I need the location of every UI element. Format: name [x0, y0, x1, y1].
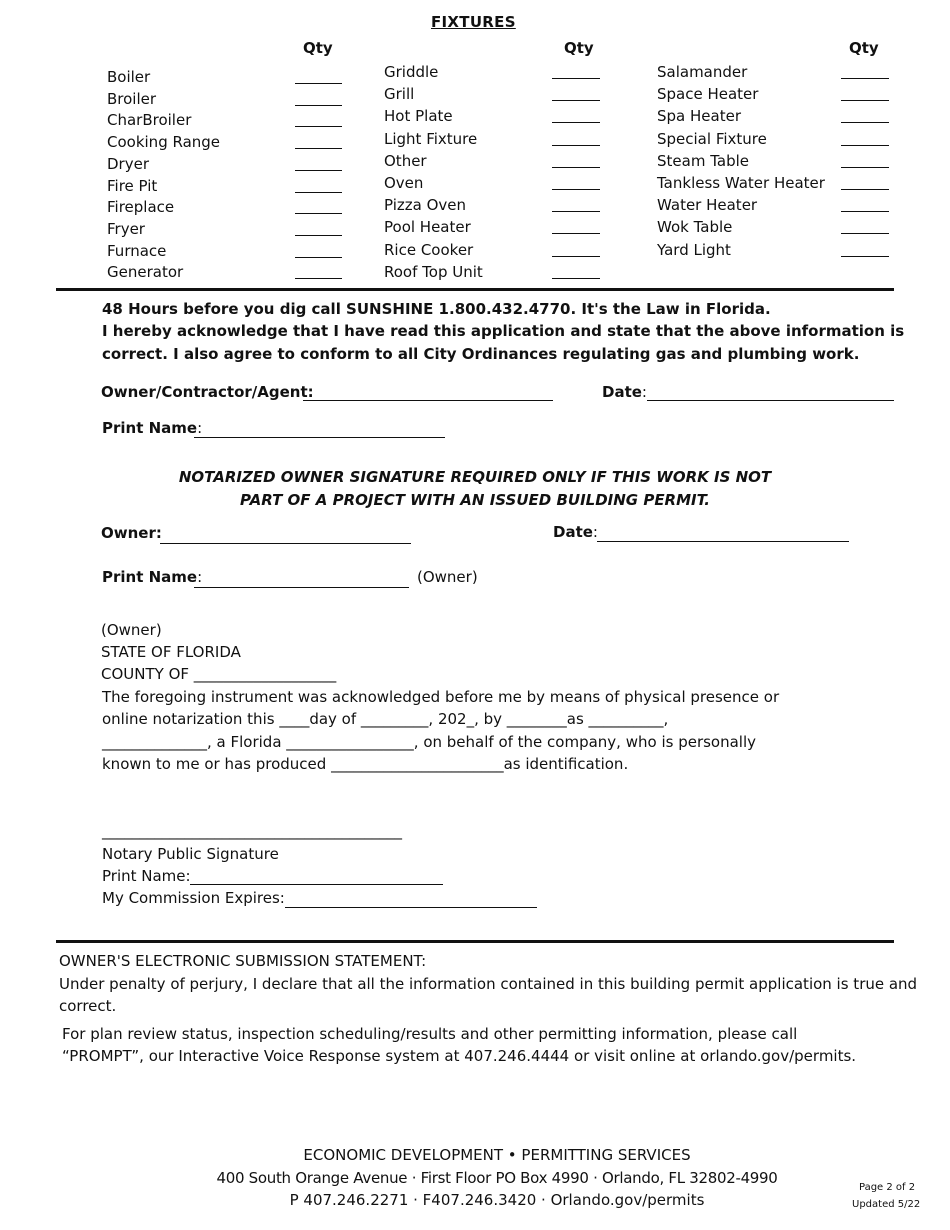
notary-text-4: known to me or has produced _______________________as identification.: [102, 755, 629, 773]
owner-contractor-signature-field[interactable]: [303, 400, 553, 401]
fixture-label: Spa Heater: [657, 107, 741, 126]
fixture-qty-field[interactable]: [552, 167, 600, 168]
fixture-label: Fire Pit: [107, 176, 158, 195]
notary-text-2: online notarization this ____day of _________, 202_, by ________as __________,: [102, 710, 669, 728]
fixture-qty-field[interactable]: [552, 100, 600, 101]
fixture-qty-field[interactable]: [841, 167, 889, 168]
fixture-label: Dryer: [107, 154, 149, 173]
notary-signature-label: Notary Public Signature: [102, 845, 279, 863]
fixture-qty-field[interactable]: [295, 148, 342, 149]
notary-owner: (Owner): [101, 621, 162, 639]
owner-print-name-label: Print Name: [102, 568, 198, 586]
dig-notice: 48 Hours before you dig call SUNSHINE 1.800.432.4770. It's the Law in Florida.: [102, 300, 771, 318]
qty-header-col3: Qty: [849, 39, 879, 57]
fixture-qty-field[interactable]: [295, 170, 342, 171]
prompt-line-1: For plan review status, inspection scheduling/results and other permitting information, please call: [62, 1025, 798, 1043]
notary-state: STATE OF FLORIDA: [101, 643, 241, 661]
fixture-qty-field[interactable]: [295, 126, 342, 127]
fixture-label: Pool Heater: [384, 218, 471, 237]
fixture-qty-field[interactable]: [841, 100, 889, 101]
ack-line-3: correct. I also agree to conform to all City Ordinances regulating gas and plumbing work.: [102, 345, 860, 363]
notary-print-name-field[interactable]: [190, 884, 443, 885]
statement-line-1: Under penalty of perjury, I declare that all the information contained in this building permit application is true and: [59, 975, 918, 993]
owner-date-field[interactable]: [597, 541, 849, 542]
fixture-qty-field[interactable]: [295, 83, 342, 84]
fixture-label: Wok Table: [657, 218, 733, 237]
fixture-qty-field[interactable]: [295, 235, 342, 236]
qty-header-col1: Qty: [303, 39, 333, 57]
footer-department: ECONOMIC DEVELOPMENT • PERMITTING SERVICES: [303, 1146, 691, 1164]
fixture-label: Other: [384, 151, 427, 170]
fixture-qty-field[interactable]: [552, 78, 600, 79]
owner-print-name-field[interactable]: [194, 587, 409, 588]
fixture-qty-field[interactable]: [552, 256, 600, 257]
fixture-qty-field[interactable]: [841, 189, 889, 190]
fixture-label: Light Fixture: [384, 129, 478, 148]
fixture-qty-field[interactable]: [841, 211, 889, 212]
fixture-label: Hot Plate: [384, 107, 453, 126]
page-number: Page 2 of 2: [859, 1182, 916, 1193]
footer-address: 400 South Orange Avenue · First Floor PO Box 4990 · Orlando, FL 32802-4990: [216, 1169, 778, 1187]
fixture-label: Boiler: [107, 68, 151, 86]
date-label: Date: [602, 383, 642, 401]
notary-print-name-label: Print Name:: [102, 867, 191, 885]
ack-line-2: I hereby acknowledge that I have read this application and state that the above information is: [102, 322, 905, 340]
fixture-label: Fryer: [107, 219, 145, 238]
notary-signature-line[interactable]: ________________________________________: [102, 822, 402, 840]
fixture-qty-field[interactable]: [552, 145, 600, 146]
fixture-qty-field[interactable]: [552, 211, 600, 212]
fixture-qty-field[interactable]: [295, 105, 342, 106]
fixture-label: Space Heater: [657, 85, 759, 104]
fixture-qty-field[interactable]: [295, 192, 342, 193]
fixture-qty-field[interactable]: [295, 213, 342, 214]
fixture-label: Generator: [107, 263, 184, 282]
fixture-label: Tankless Water Heater: [657, 174, 825, 192]
fixture-label: CharBroiler: [107, 111, 192, 130]
qty-header-col2: Qty: [564, 39, 594, 57]
updated-date: Updated 5/22: [852, 1199, 921, 1210]
fixture-label: Salamander: [657, 63, 748, 81]
notary-commission-label: My Commission Expires:: [102, 889, 285, 907]
fixture-qty-field[interactable]: [841, 233, 889, 234]
fixture-qty-field[interactable]: [841, 145, 889, 146]
fixture-label: Cooking Range: [107, 133, 221, 152]
fixture-label: Special Fixture: [657, 129, 767, 148]
owner-contractor-label: Owner/Contractor/Agent:: [101, 383, 314, 401]
print-name-label: Print Name: [102, 419, 198, 437]
fixtures-title: FIXTURES: [431, 13, 516, 31]
fixture-label: Furnace: [107, 241, 167, 260]
fixture-qty-field[interactable]: [552, 189, 600, 190]
fixture-label: Yard Light: [657, 240, 731, 259]
fixture-label: Water Heater: [657, 196, 758, 215]
fixture-qty-field[interactable]: [552, 122, 600, 123]
fixture-label: Rice Cooker: [384, 240, 474, 259]
owner-label: Owner:: [101, 524, 162, 542]
fixture-qty-field[interactable]: [841, 78, 889, 79]
footer-contact: P 407.246.2271 · F407.246.3420 · Orlando.gov/permits: [289, 1191, 705, 1209]
fixture-qty-field[interactable]: [295, 278, 342, 279]
section-divider: [56, 288, 894, 291]
fixture-label: Griddle: [384, 63, 439, 81]
notary-text-3: ______________, a Florida _________________, on behalf of the company, who is personally: [102, 733, 757, 751]
print-name-field[interactable]: [194, 437, 445, 438]
date-field[interactable]: [647, 400, 894, 401]
notary-text-1: The foregoing instrument was acknowledged before me by means of physical presence or: [102, 688, 780, 706]
statement-line-2: correct.: [59, 997, 117, 1015]
fixture-qty-field[interactable]: [552, 233, 600, 234]
prompt-line-2: “PROMPT”, our Interactive Voice Response system at 407.246.4444 or visit online at orlando.gov/permits.: [62, 1047, 857, 1065]
fixture-qty-field[interactable]: [841, 256, 889, 257]
fixture-qty-field[interactable]: [295, 257, 342, 258]
notarized-notice-line-1: NOTARIZED OWNER SIGNATURE REQUIRED ONLY IF THIS WORK IS NOT: [178, 468, 772, 486]
owner-signature-field[interactable]: [160, 543, 411, 544]
fixture-label: Pizza Oven: [384, 196, 467, 215]
fixture-label: Broiler: [107, 89, 157, 108]
fixture-label: Steam Table: [657, 151, 749, 170]
fixture-qty-field[interactable]: [841, 122, 889, 123]
notarized-notice-line-2: PART OF A PROJECT WITH AN ISSUED BUILDING PERMIT.: [239, 491, 711, 509]
statement-title: OWNER'S ELECTRONIC SUBMISSION STATEMENT:: [59, 952, 427, 970]
notary-commission-field[interactable]: [285, 907, 537, 908]
fixture-label: Roof Top Unit: [384, 262, 483, 281]
statement-divider: [56, 940, 894, 943]
fixture-label: Fireplace: [107, 198, 175, 217]
fixture-label: Grill: [384, 85, 415, 104]
fixture-label: Oven: [384, 174, 424, 192]
owner-date-label: Date: [553, 523, 593, 541]
notary-county: COUNTY OF ___________________: [101, 665, 337, 683]
owner-suffix: (Owner): [417, 568, 478, 586]
fixture-qty-field[interactable]: [552, 278, 600, 279]
